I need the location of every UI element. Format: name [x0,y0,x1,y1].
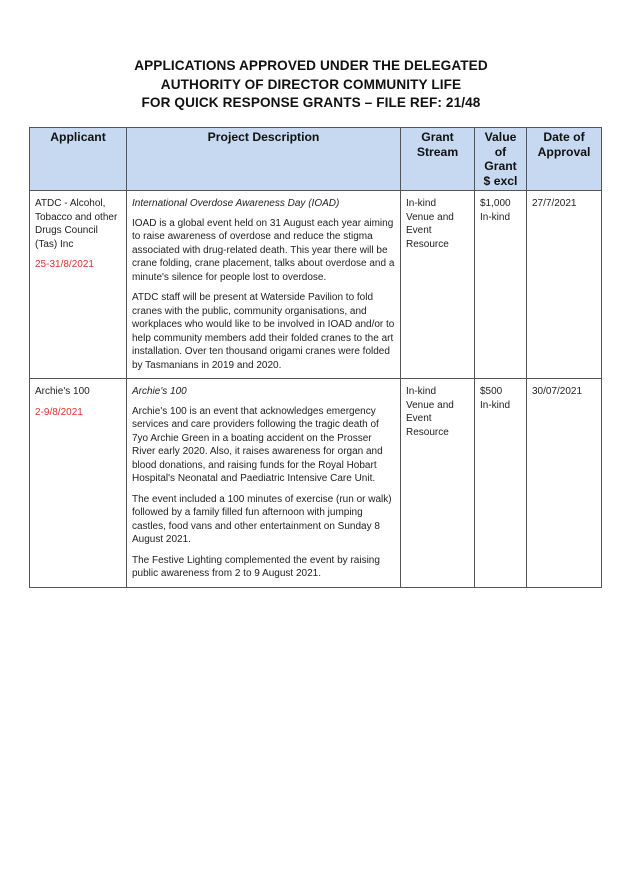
applicant-name: ATDC - Alcohol, Tobacco and other Drugs Council (Tas) Inc [35,198,118,250]
grant-stream-cell [401,191,475,379]
header-applicant-label: Applicant [50,130,106,144]
header-stream-line: Stream [416,144,459,159]
approval-date-cell [527,191,602,379]
value-amount: $1,000 [480,198,511,209]
value-type: In-kind [480,211,511,223]
header-approval-date [527,128,602,191]
header-value-line: $ excl [483,173,518,188]
title-line-1: APPLICATIONS APPROVED UNDER THE DELEGATED [134,58,488,73]
project-title: International Overdose Awareness Day (IOAD) [132,198,340,209]
approval-date-cell [527,379,602,588]
stream-line: In-kind [406,386,437,397]
approval-date: 30/07/2021 [532,386,583,397]
table-row [30,191,602,379]
event-date: 2-9/8/2021 [35,406,83,418]
applicant-cell [30,191,127,379]
stream-line: Resource [406,238,449,250]
grant-value-cell [475,379,527,588]
grants-table [29,127,602,588]
title-line-2: AUTHORITY OF DIRECTOR COMMUNITY LIFE [160,76,462,92]
project-title: Archie's 100 [132,386,187,397]
description-paragraph: IOAD is a global event held on 31 August each year aiming to raise awareness of overdose and reduce the stigma associated with drug-related death. This year there will be crane folding, crane placement, talks about overdose and a minute's silence for people lost to overdose. [132,217,395,283]
header-value-line: Value [484,130,517,144]
stream-line: Resource [406,426,449,438]
value-amount: $500 [480,386,503,397]
stream-line: Event [406,225,432,236]
header-description-label: Project Description [207,130,320,144]
stream-line: Event [406,413,432,424]
description-paragraph: The Festive Lighting complemented the event by raising public awareness from 2 to 9 August 2021. [132,554,380,579]
header-project-description [127,128,401,191]
header-approval-line: Date of [543,130,585,144]
table-row [30,379,602,588]
header-value-line: of [494,144,507,159]
header-stream-line: Grant [421,130,454,144]
event-date: 25-31/8/2021 [35,259,94,270]
stream-line: In-kind [406,198,437,209]
applicant-name: Archie's 100 [35,386,90,397]
applicant-cell [30,379,127,588]
table-header-row [30,128,602,191]
approval-date: 27/7/2021 [532,198,577,209]
header-grant-stream [401,128,475,191]
value-type: In-kind [480,399,511,411]
project-description-cell [127,379,401,588]
header-value-line: Grant [484,159,517,173]
page-title [0,57,622,113]
header-approval-line: Approval [537,144,591,159]
description-paragraph: The event included a 100 minutes of exercise (run or walk) followed by a family filled fun afternoon with jumping castles, food vans and other entertainment on Sunday 8 August 2021. [132,493,392,545]
project-description-cell [127,191,401,379]
title-line-3: FOR QUICK RESPONSE GRANTS – FILE REF: 21/48 [141,95,481,110]
stream-line: Venue and [406,399,454,411]
description-paragraph: ATDC staff will be present at Waterside Pavilion to fold cranes with the public, community organisations, and workplaces who would like to be involved in IOAD and/or to help community members add their folded cranes to the art installation. Over ten thousand origami cranes were folded by Tasmanians in 2019 and 2020. [132,292,395,371]
grant-value-cell [475,191,527,379]
stream-line: Venue and [406,211,454,223]
header-applicant [30,128,127,191]
header-grant-value [475,128,527,191]
grant-stream-cell [401,379,475,588]
description-paragraph: Archie's 100 is an event that acknowledges emergency services and care providers following the tragic death of 7yo Archie Green in a boating accident on the Prosser River early 2020. Also, it raises awareness for organ and blood donations, and raising funds for the Royal Hobart Hospital's Neonatal and Paediatric Intensive Care Unit. [132,405,383,484]
